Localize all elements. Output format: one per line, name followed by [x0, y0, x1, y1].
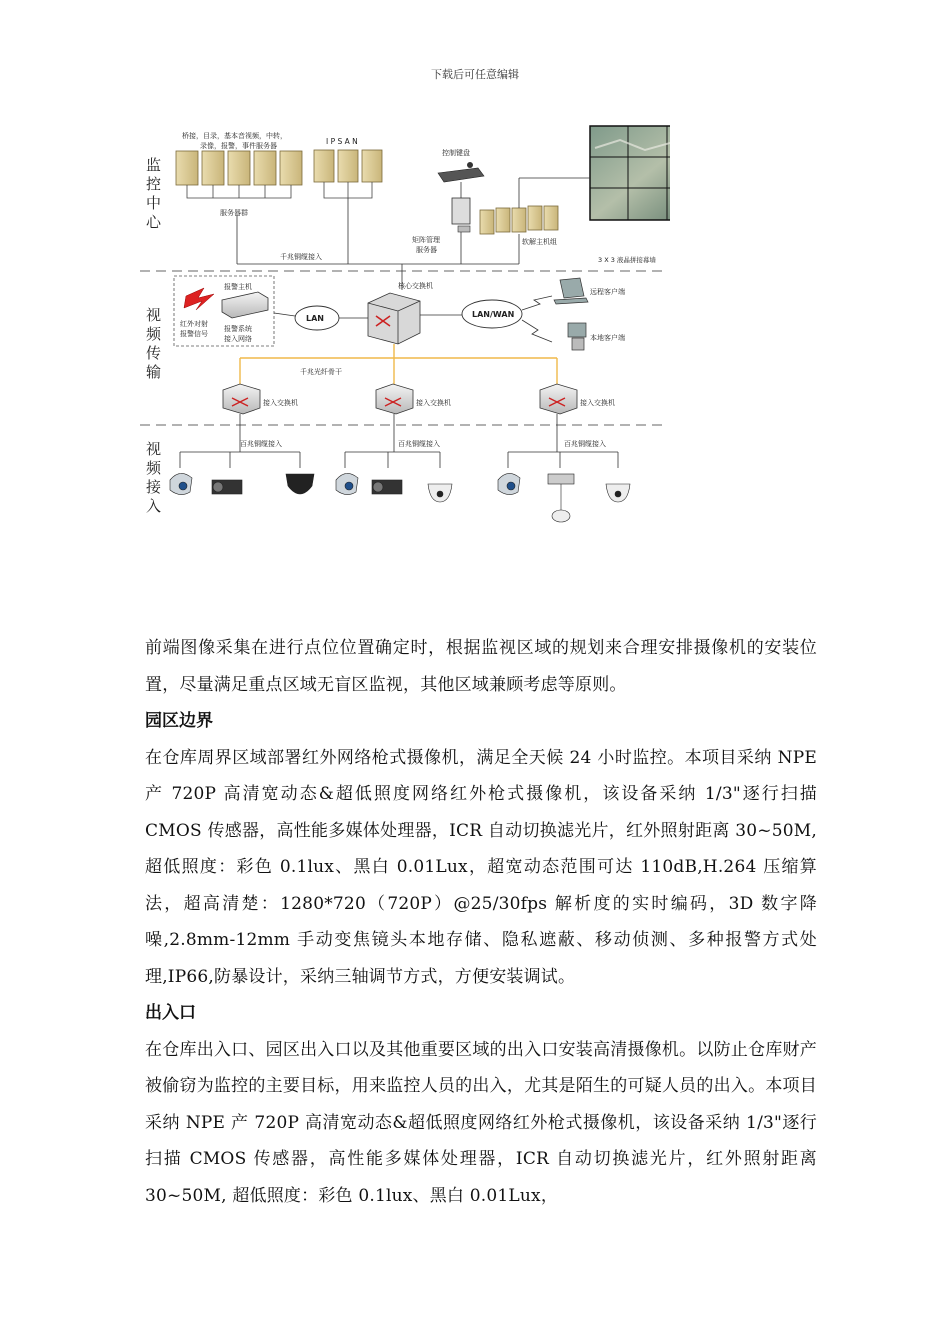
- control-keyboard-icon: [438, 168, 484, 182]
- decoder-group: [480, 206, 558, 234]
- infrared-label-2: 报警信号: [180, 330, 208, 338]
- alarm-system-label-1: 报警系统: [224, 325, 252, 333]
- paragraph-intro: 前端图像采集在进行点位位置确定时，根据监视区域的规划来合理安排摄像机的安装位置，尽量满足重点区域无盲区监视，其他区域兼顾考虑等原则。: [145, 638, 817, 695]
- fiber-backbone: [240, 344, 557, 386]
- svg-text:传: 传: [146, 344, 162, 362]
- matrix-server-label-1: 矩阵管理: [412, 236, 440, 244]
- svg-text:入: 入: [146, 497, 162, 515]
- server-bracket: [187, 185, 291, 198]
- access-switch-3: [540, 384, 577, 414]
- zone-monitor-center: [146, 156, 162, 231]
- svg-text:中: 中: [146, 194, 162, 212]
- local-client-icon: [568, 323, 586, 337]
- ip-san-label: I P S A N: [326, 137, 358, 146]
- matrix-server-icon: [452, 198, 470, 224]
- heading-entrance: 出入口: [145, 1003, 196, 1023]
- core-switch-icon: [368, 293, 420, 344]
- svg-text:频: 频: [146, 325, 162, 343]
- infrared-alarm-icon: [184, 288, 214, 310]
- monitor-center-wiring: [237, 178, 590, 290]
- ceiling-camera-icon: [548, 474, 574, 484]
- svg-text:监: 监: [146, 156, 162, 174]
- access-switch-label-1: 接入交换机: [263, 399, 298, 407]
- lan-wan-label: LAN/WAN: [472, 310, 515, 319]
- local-client-label: 本地客户端: [590, 334, 625, 342]
- alarm-host-label: 报警主机: [224, 283, 252, 291]
- remote-client-label: 远程客户端: [590, 288, 625, 296]
- ip-san-storage: [314, 150, 382, 182]
- alarm-system-label-2: 接入网络: [224, 335, 252, 343]
- server-roles-label-2: 录像，报警，事件服务器: [200, 142, 277, 150]
- zone-video-transport: [146, 306, 162, 381]
- matrix-server-label-2: 服务器: [416, 246, 437, 254]
- network-diagram: [140, 118, 670, 533]
- svg-text:输: 输: [146, 363, 162, 381]
- fast-copper-label-1: 百兆铜缆接入: [240, 440, 282, 448]
- server-roles-label-1: 桥接，目录，基本音视频，中转，: [182, 132, 287, 140]
- svg-text:视: 视: [146, 440, 162, 458]
- decoder-group-label: 软解主机组: [522, 238, 557, 246]
- server-group-label: 服务器群: [220, 209, 248, 217]
- camera-row: [170, 473, 630, 522]
- video-wall-label: 3 X 3 液晶拼接幕墙: [598, 256, 656, 264]
- control-keyboard-label: 控制键盘: [442, 149, 470, 157]
- body-text: [145, 630, 817, 1214]
- infrared-label-1: 红外对射: [180, 320, 208, 328]
- access-switch-label-2: 接入交换机: [416, 399, 451, 407]
- lan-label: LAN: [306, 314, 324, 323]
- heading-park-boundary: 园区边界: [145, 711, 213, 731]
- fast-copper-label-3: 百兆铜缆接入: [564, 440, 606, 448]
- remote-client-icon: [554, 278, 588, 304]
- ip-san-bracket: [324, 182, 372, 198]
- video-wall-icon: [590, 126, 670, 220]
- paragraph-entrance: 在仓库出入口、园区出入口以及其他重要区域的出入口安装高清摄像机。以防止仓库财产被偷窃为监控的主要目标，用来监控人员的出入，尤其是陌生的可疑人员的出入。本项目采纳 NPE 产 720P 高清宽动态&超低照度网络红外枪式摄像机，该设备采纳 1/3"逐行扫描 CMOS 传感器，高性能多媒体处理器，ICR 自动切换滤光片，红外照射距离 30~50M, 超低照度：彩色 0.1lux、黑白 0.01Lux，: [145, 1039, 817, 1206]
- access-switch-2: [376, 384, 413, 414]
- paragraph-park-boundary: 在仓库周界区域部署红外网络枪式摄像机，满足全天候 24 小时监控。本项目采纳 NPE 产 720P 高清宽动态&超低照度网络红外枪式摄像机，该设备采纳 1/3"逐行扫描 CMOS 传感器，高性能多媒体处理器，ICR 自动切换滤光片，红外照射距离 30~50M, 超低照度：彩色 0.1lux、黑白 0.01Lux，超宽动态范围可达 110dB,H.264 压缩算法，超高清楚：1280*720（720P）@25/30fps 解析度的实时编码，3D 数字降噪,2.8mm-12mm 手动变焦镜头本地存储、隐私遮蔽、移动侦测、多种报警方式处理,IP66,防暴设计，采纳三轴调节方式，方便安装调试。: [145, 747, 817, 987]
- access-switch-label-3: 接入交换机: [580, 399, 615, 407]
- access-switch-1: [223, 384, 260, 414]
- header-note: 下载后可任意编辑: [431, 68, 519, 81]
- server-group: [176, 151, 302, 185]
- gigabit-fiber-label: 千兆光纤骨干: [300, 368, 342, 376]
- svg-text:控: 控: [146, 175, 162, 193]
- gigabit-copper-label: 千兆铜缆接入: [280, 253, 322, 261]
- zone-video-access: [146, 440, 162, 515]
- speed-dome-camera-icon: [286, 474, 314, 494]
- svg-text:心: 心: [146, 213, 162, 231]
- svg-text:接: 接: [146, 478, 162, 496]
- svg-text:视: 视: [146, 306, 162, 324]
- svg-text:频: 频: [146, 459, 162, 477]
- core-switch-label: 核心交换机: [398, 282, 433, 290]
- fast-copper-label-2: 百兆铜缆接入: [398, 440, 440, 448]
- alarm-host-icon: [222, 292, 268, 318]
